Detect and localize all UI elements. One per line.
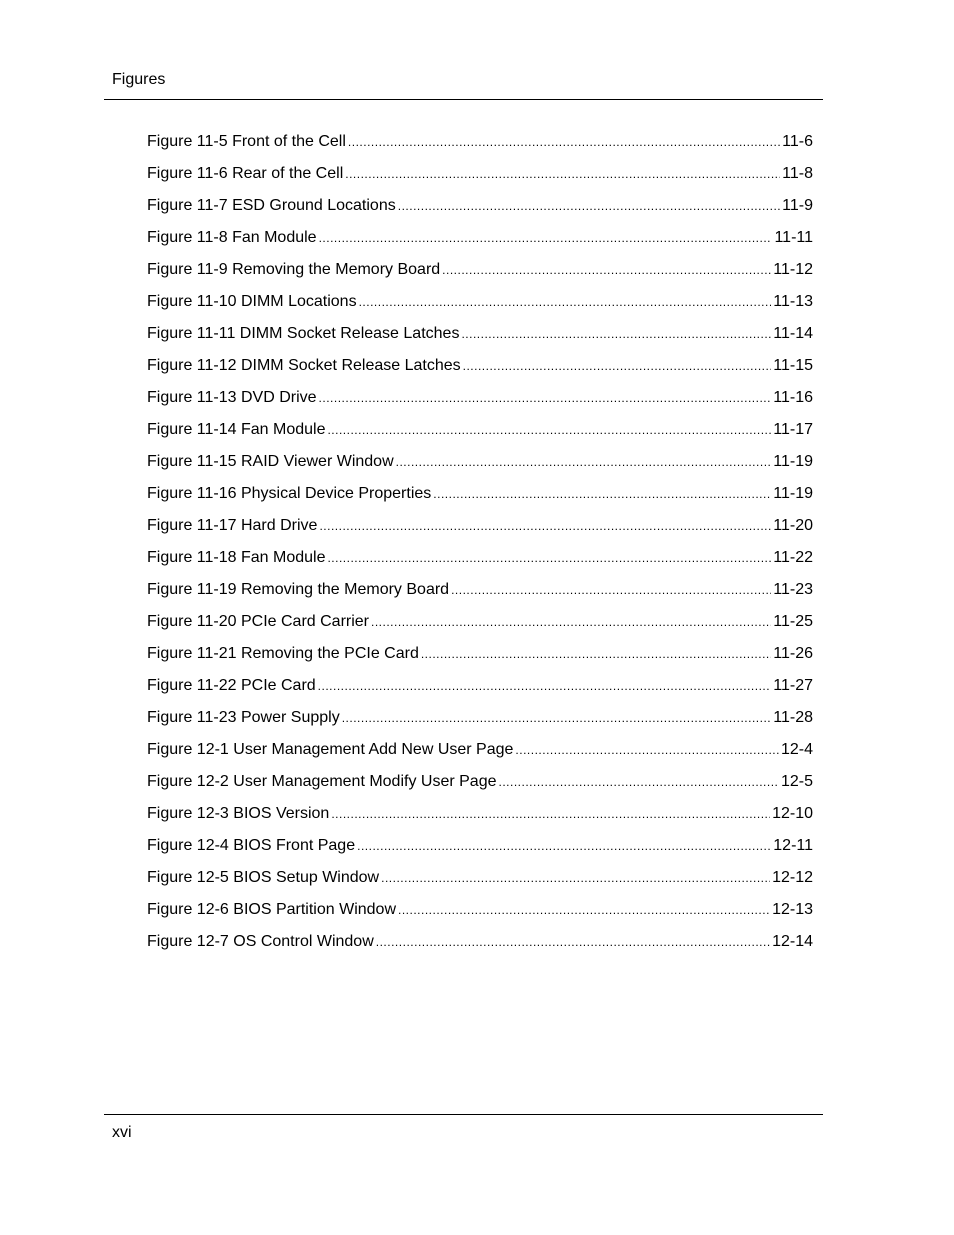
header-rule xyxy=(104,99,823,100)
toc-entry-page: 12-4 xyxy=(780,741,813,758)
toc-entry-page: 11-13 xyxy=(773,293,813,310)
toc-entry-title: Figure 11-19 Removing the Memory Board xyxy=(147,581,450,598)
toc-entry-title: Figure 12-3 BIOS Version xyxy=(147,805,330,822)
toc-entry-title: Figure 11-9 Removing the Memory Board xyxy=(147,261,441,278)
toc-entry[interactable] xyxy=(147,770,813,802)
dot-leader xyxy=(461,322,771,346)
dot-leader xyxy=(463,354,772,378)
toc-entry-page: 11-9 xyxy=(782,197,813,214)
toc-entry-page: 12-5 xyxy=(780,773,813,790)
toc-entry[interactable] xyxy=(147,482,813,514)
dot-leader xyxy=(396,450,772,474)
footer-rule xyxy=(104,1114,823,1115)
dot-leader xyxy=(515,738,779,762)
toc-entry-title: Figure 11-15 RAID Viewer Window xyxy=(147,453,394,470)
page-number: xvi xyxy=(112,1124,132,1141)
toc-entry-title: Figure 11-8 Fan Module xyxy=(147,229,317,246)
toc-entry-page: 11-23 xyxy=(773,581,813,598)
toc-entry[interactable] xyxy=(147,322,813,354)
dot-leader xyxy=(376,930,770,954)
toc-entry-page: 11-28 xyxy=(773,709,813,726)
toc-entry[interactable] xyxy=(147,578,813,610)
toc-entry[interactable] xyxy=(147,354,813,386)
toc-entry[interactable] xyxy=(147,930,813,962)
toc-entry[interactable] xyxy=(147,834,813,866)
toc-entry[interactable] xyxy=(147,546,813,578)
toc-entry-page: 11-12 xyxy=(773,261,813,278)
toc-entry-title: Figure 11-12 DIMM Socket Release Latches xyxy=(147,357,461,374)
toc-entry-page: 11-19 xyxy=(773,485,813,502)
toc-entry[interactable] xyxy=(147,674,813,706)
toc-entry-title: Figure 11-14 Fan Module xyxy=(147,421,326,438)
toc-entry[interactable] xyxy=(147,642,813,674)
toc-entry[interactable] xyxy=(147,738,813,770)
toc-entry-page: 11-20 xyxy=(773,517,813,534)
toc-entry[interactable] xyxy=(147,610,813,642)
toc-entry[interactable] xyxy=(147,162,813,194)
toc-entry-title: Figure 12-5 BIOS Setup Window xyxy=(147,869,380,886)
toc-entry-page: 11-8 xyxy=(782,165,813,182)
toc-entry[interactable] xyxy=(147,386,813,418)
dot-leader xyxy=(331,802,770,826)
toc-entry-title: Figure 11-11 DIMM Socket Release Latches xyxy=(147,325,460,342)
dot-leader xyxy=(327,546,771,570)
dot-leader xyxy=(421,642,771,666)
toc-entry-page: 12-14 xyxy=(772,933,813,950)
toc-entry-title: Figure 11-22 PCIe Card xyxy=(147,677,316,694)
toc-entry-page: 12-11 xyxy=(773,837,813,854)
dot-leader xyxy=(451,578,771,602)
toc-entry-page: 11-11 xyxy=(774,229,813,246)
dot-leader xyxy=(398,898,770,922)
toc-entry-title: Figure 11-5 Front of the Cell xyxy=(147,133,346,150)
toc-entry-title: Figure 11-6 Rear of the Cell xyxy=(147,165,344,182)
toc-entry-title: Figure 11-18 Fan Module xyxy=(147,549,326,566)
toc-entry-title: Figure 12-2 User Management Modify User Page xyxy=(147,773,497,790)
dot-leader xyxy=(327,418,771,442)
toc-entry-page: 12-13 xyxy=(772,901,813,918)
toc-entry[interactable] xyxy=(147,130,813,162)
toc-entry-title: Figure 11-7 ESD Ground Locations xyxy=(147,197,396,214)
toc-entry-page: 11-27 xyxy=(773,677,813,694)
dot-leader xyxy=(345,162,780,186)
dot-leader xyxy=(318,674,772,698)
dot-leader xyxy=(433,482,771,506)
dot-leader xyxy=(319,514,771,538)
toc-entry-title: Figure 12-6 BIOS Partition Window xyxy=(147,901,396,918)
toc-entry-page: 11-19 xyxy=(773,453,813,470)
toc-entry-page: 11-16 xyxy=(773,389,813,406)
dot-leader xyxy=(342,706,772,730)
toc-entry[interactable] xyxy=(147,450,813,482)
dot-leader xyxy=(371,610,771,634)
toc-entry-page: 12-10 xyxy=(772,805,813,822)
toc-entry-title: Figure 11-10 DIMM Locations xyxy=(147,293,357,310)
toc-entry[interactable] xyxy=(147,514,813,546)
dot-leader xyxy=(359,290,772,314)
dot-leader xyxy=(319,386,772,410)
toc-entry[interactable] xyxy=(147,706,813,738)
dot-leader xyxy=(357,834,771,858)
toc-entry-page: 12-12 xyxy=(772,869,813,886)
dot-leader xyxy=(348,130,780,154)
toc-entry[interactable] xyxy=(147,418,813,450)
toc-entry-title: Figure 12-4 BIOS Front Page xyxy=(147,837,356,854)
toc-entry[interactable] xyxy=(147,802,813,834)
toc-entry[interactable] xyxy=(147,226,813,258)
toc-entry-page: 11-17 xyxy=(773,421,813,438)
toc-entry[interactable] xyxy=(147,866,813,898)
toc-entry[interactable] xyxy=(147,898,813,930)
dot-leader xyxy=(398,194,780,218)
toc-entry-title: Figure 11-13 DVD Drive xyxy=(147,389,317,406)
toc-entry-page: 11-25 xyxy=(773,613,813,630)
running-header: Figures xyxy=(112,71,166,88)
dot-leader xyxy=(499,770,779,794)
toc-entry-title: Figure 11-17 Hard Drive xyxy=(147,517,318,534)
dot-leader xyxy=(381,866,770,890)
toc-entry[interactable] xyxy=(147,258,813,290)
dot-leader xyxy=(319,226,773,250)
toc-entry-title: Figure 11-23 Power Supply xyxy=(147,709,340,726)
toc-entry-page: 11-26 xyxy=(773,645,813,662)
toc-entry-title: Figure 11-20 PCIe Card Carrier xyxy=(147,613,370,630)
toc-entry-page: 11-14 xyxy=(773,325,813,342)
toc-entry-title: Figure 11-21 Removing the PCIe Card xyxy=(147,645,419,662)
toc-entry-title: Figure 12-1 User Management Add New User Page xyxy=(147,741,514,758)
toc-entry-title: Figure 12-7 OS Control Window xyxy=(147,933,374,950)
toc-entry[interactable] xyxy=(147,290,813,322)
dot-leader xyxy=(442,258,771,282)
toc-entry-title: Figure 11-16 Physical Device Properties xyxy=(147,485,432,502)
list-of-figures xyxy=(147,130,813,962)
toc-entry[interactable] xyxy=(147,194,813,226)
toc-entry-page: 11-15 xyxy=(773,357,813,374)
toc-entry-page: 11-22 xyxy=(773,549,813,566)
toc-entry-page: 11-6 xyxy=(782,133,813,150)
